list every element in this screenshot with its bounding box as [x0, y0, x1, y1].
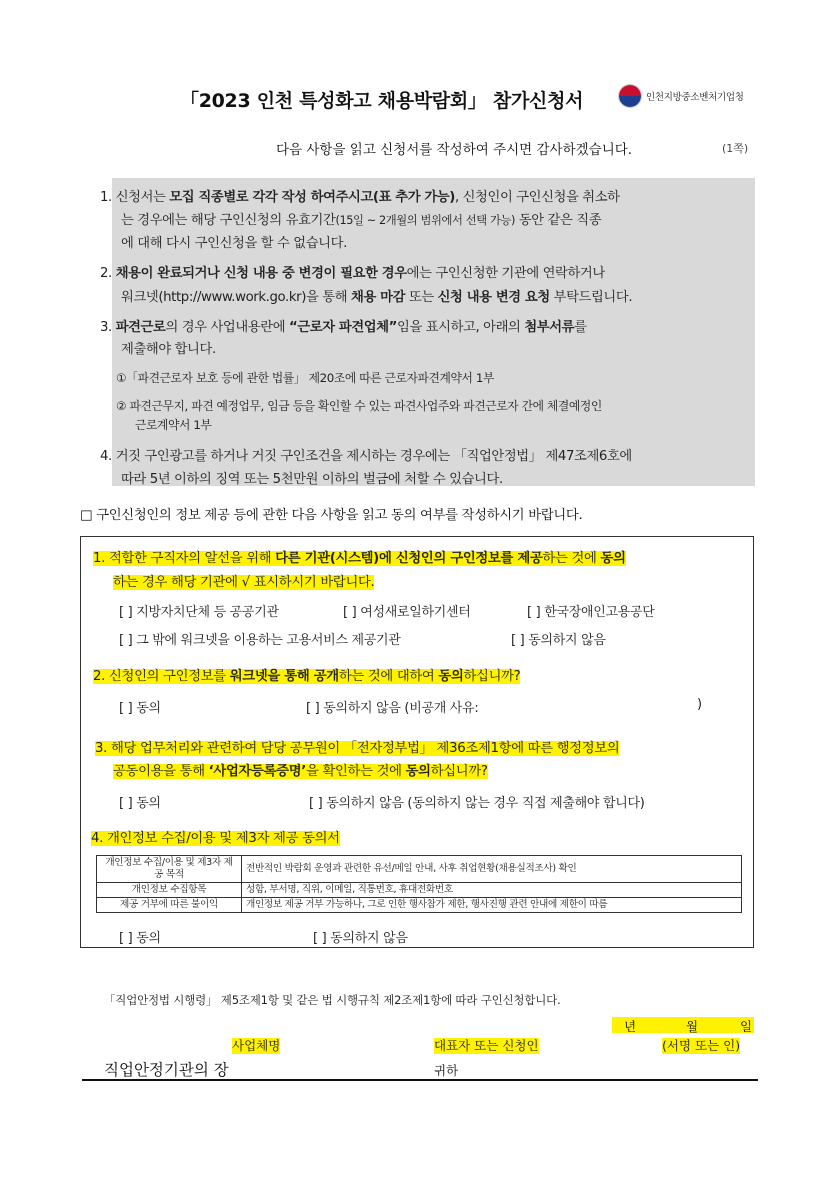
taegeuk-icon — [618, 84, 642, 108]
table-row-value: 전반적인 박람회 운영과 관련한 유선/메일 안내, 사후 취업현황(채용실적조사) 확인 — [242, 856, 742, 883]
q4-heading: 4. 개인정보 수집/이용 및 제3자 제공 동의서 — [91, 831, 340, 846]
q2-option-disagree[interactable]: [ ] 동의하지 않음 (비공개 사유: — [306, 701, 479, 716]
notice-item-4: 4. 거짓 구인광고를 하거나 거짓 구인조건을 제시하는 경우에는 「직업안정법」 제47조제6호에 — [100, 449, 632, 464]
date-field[interactable] — [612, 1017, 754, 1033]
table-row-value: 개인정보 제공 거부 가능하나, 그로 인한 행사참가 제한, 행사진행 관련 안내에 제한이 따름 — [242, 898, 742, 913]
bottom-divider — [82, 1079, 758, 1081]
page-number: (1쪽) — [722, 142, 749, 155]
legal-basis-text: 「직업안정법 시행령」 제5조제1항 및 같은 법 시행규칙 제2조제1항에 따라 구인신청합니다. — [104, 993, 561, 1007]
q1-option-other-worknet[interactable]: [ ] 그 밖에 워크넷을 이용하는 고용서비스 제공기관 — [119, 633, 401, 648]
consent-heading: □ 구인신청인의 정보 제공 등에 관한 다음 사항을 읽고 동의 여부를 작성하시기 바랍니다. — [80, 508, 583, 523]
notice-box — [100, 178, 755, 487]
q3-option-agree[interactable]: [ ] 동의 — [119, 796, 161, 811]
q2-option-agree[interactable]: [ ] 동의 — [119, 701, 161, 716]
q4-option-disagree[interactable]: [ ] 동의하지 않음 — [313, 931, 408, 946]
notice-item-2-line2: 워크넷(http://www.work.go.kr)을 통해 채용 마감 또는 신청 내용 변경 요청 부탁드립니다. — [121, 290, 633, 305]
table-row — [97, 898, 742, 913]
intro-text: 다음 사항을 읽고 신청서를 작성하여 주시면 감사하겠습니다. — [276, 142, 633, 158]
q4-option-agree[interactable]: [ ] 동의 — [119, 931, 161, 946]
recipient-text: 직업안정기관의 장 — [104, 1061, 229, 1079]
company-name-label: 사업체명 — [232, 1038, 281, 1053]
table-row-head: 개인정보 수집/이용 및 제3자 제공 목적 — [97, 856, 242, 883]
q1-option-women-center[interactable]: [ ] 여성새로일하기센터 — [343, 605, 471, 620]
q1-line1: 1. 적합한 구직자의 알선을 위해 다른 기관(시스템)에 신청인의 구인정보를 제공하는 것에 동의 — [93, 551, 626, 566]
agency-logo — [618, 84, 768, 110]
notice-item-3-line2: 제출해야 합니다. — [121, 342, 216, 357]
notice-item-3-sub2-line2: 근로계약서 1부 — [135, 418, 212, 432]
date-year-label: 년 — [624, 1019, 637, 1034]
table-row-head: 제공 거부에 따른 불이익 — [97, 898, 242, 913]
signature-label: (서명 또는 인) — [662, 1038, 741, 1053]
table-row-value: 성함, 부서명, 직위, 이메일, 직통번호, 휴대전화번호 — [242, 883, 742, 898]
privacy-table — [96, 855, 742, 913]
notice-item-4-line2: 따라 5년 이하의 징역 또는 5천만원 이하의 벌금에 처할 수 있습니다. — [121, 472, 503, 487]
q1-option-disagree[interactable]: [ ] 동의하지 않음 — [511, 633, 606, 648]
table-row — [97, 883, 742, 898]
form-title: 「2023 인천 특성화고 채용박람회」 참가신청서 — [180, 90, 584, 112]
q2-question: 2. 신청인의 구인정보를 워크넷을 통해 공개하는 것에 대하여 동의하십니까? — [93, 669, 521, 684]
q3-line2: 공동이용을 통해 ‘사업자등록증명’을 확인하는 것에 동의하십니까? — [113, 764, 488, 779]
notice-item-1-line3: 에 대해 다시 구인신청을 할 수 없습니다. — [121, 236, 347, 251]
table-row-head: 개인정보 수집항목 — [97, 883, 242, 898]
notice-item-1-line2: 는 경우에는 해당 구인신청의 유효기간(15일 ~ 2개월의 범위에서 선택 가능) 동안 같은 직종 — [121, 213, 602, 228]
q1-option-public-agency[interactable]: [ ] 지방자치단체 등 공공기관 — [119, 605, 279, 620]
q1-option-disabled-agency[interactable]: [ ] 한국장애인고용공단 — [527, 605, 655, 620]
date-month-label: 월 — [686, 1019, 699, 1034]
honorific-text: 귀하 — [434, 1063, 459, 1078]
q2-reason-close: ) — [697, 697, 702, 712]
date-day-label: 일 — [740, 1019, 753, 1034]
logo-text: 인천지방중소벤처기업청 — [646, 92, 744, 103]
notice-item-3-sub1: ①「파견근로자 보호 등에 관한 법률」 제20조에 따른 근로자파견계약서 1부 — [116, 371, 494, 385]
notice-item-2: 2. 채용이 완료되거나 신청 내용 중 변경이 필요한 경우에는 구인신청한 기관에 연락하거나 — [100, 266, 605, 281]
q3-option-disagree[interactable]: [ ] 동의하지 않음 (동의하지 않는 경우 직접 제출해야 합니다) — [309, 796, 645, 811]
q3-line1: 3. 해당 업무처리와 관련하여 담당 공무원이 「전자정부법」 제36조제1항에 따른 행정정보의 — [95, 741, 620, 756]
notice-item-3-sub2: ② 파견근무지, 파견 예정업무, 임금 등을 확인할 수 있는 파견사업주와 파견근로자 간에 체결예정인 — [116, 399, 602, 413]
table-row — [97, 856, 742, 883]
representative-label: 대표자 또는 신청인 — [434, 1038, 539, 1053]
notice-item-1: 1. 신청서는 모집 직종별로 각각 작성 하여주시고(표 추가 가능), 신청인이 구인신청을 취소하 — [100, 190, 620, 205]
q1-line2: 하는 경우 해당 기관에 √ 표시하시기 바랍니다. — [113, 575, 375, 590]
notice-item-3: 3. 파견근로의 경우 사업내용란에 “근로자 파견업체”임을 표시하고, 아래의 첨부서류를 — [100, 320, 587, 335]
